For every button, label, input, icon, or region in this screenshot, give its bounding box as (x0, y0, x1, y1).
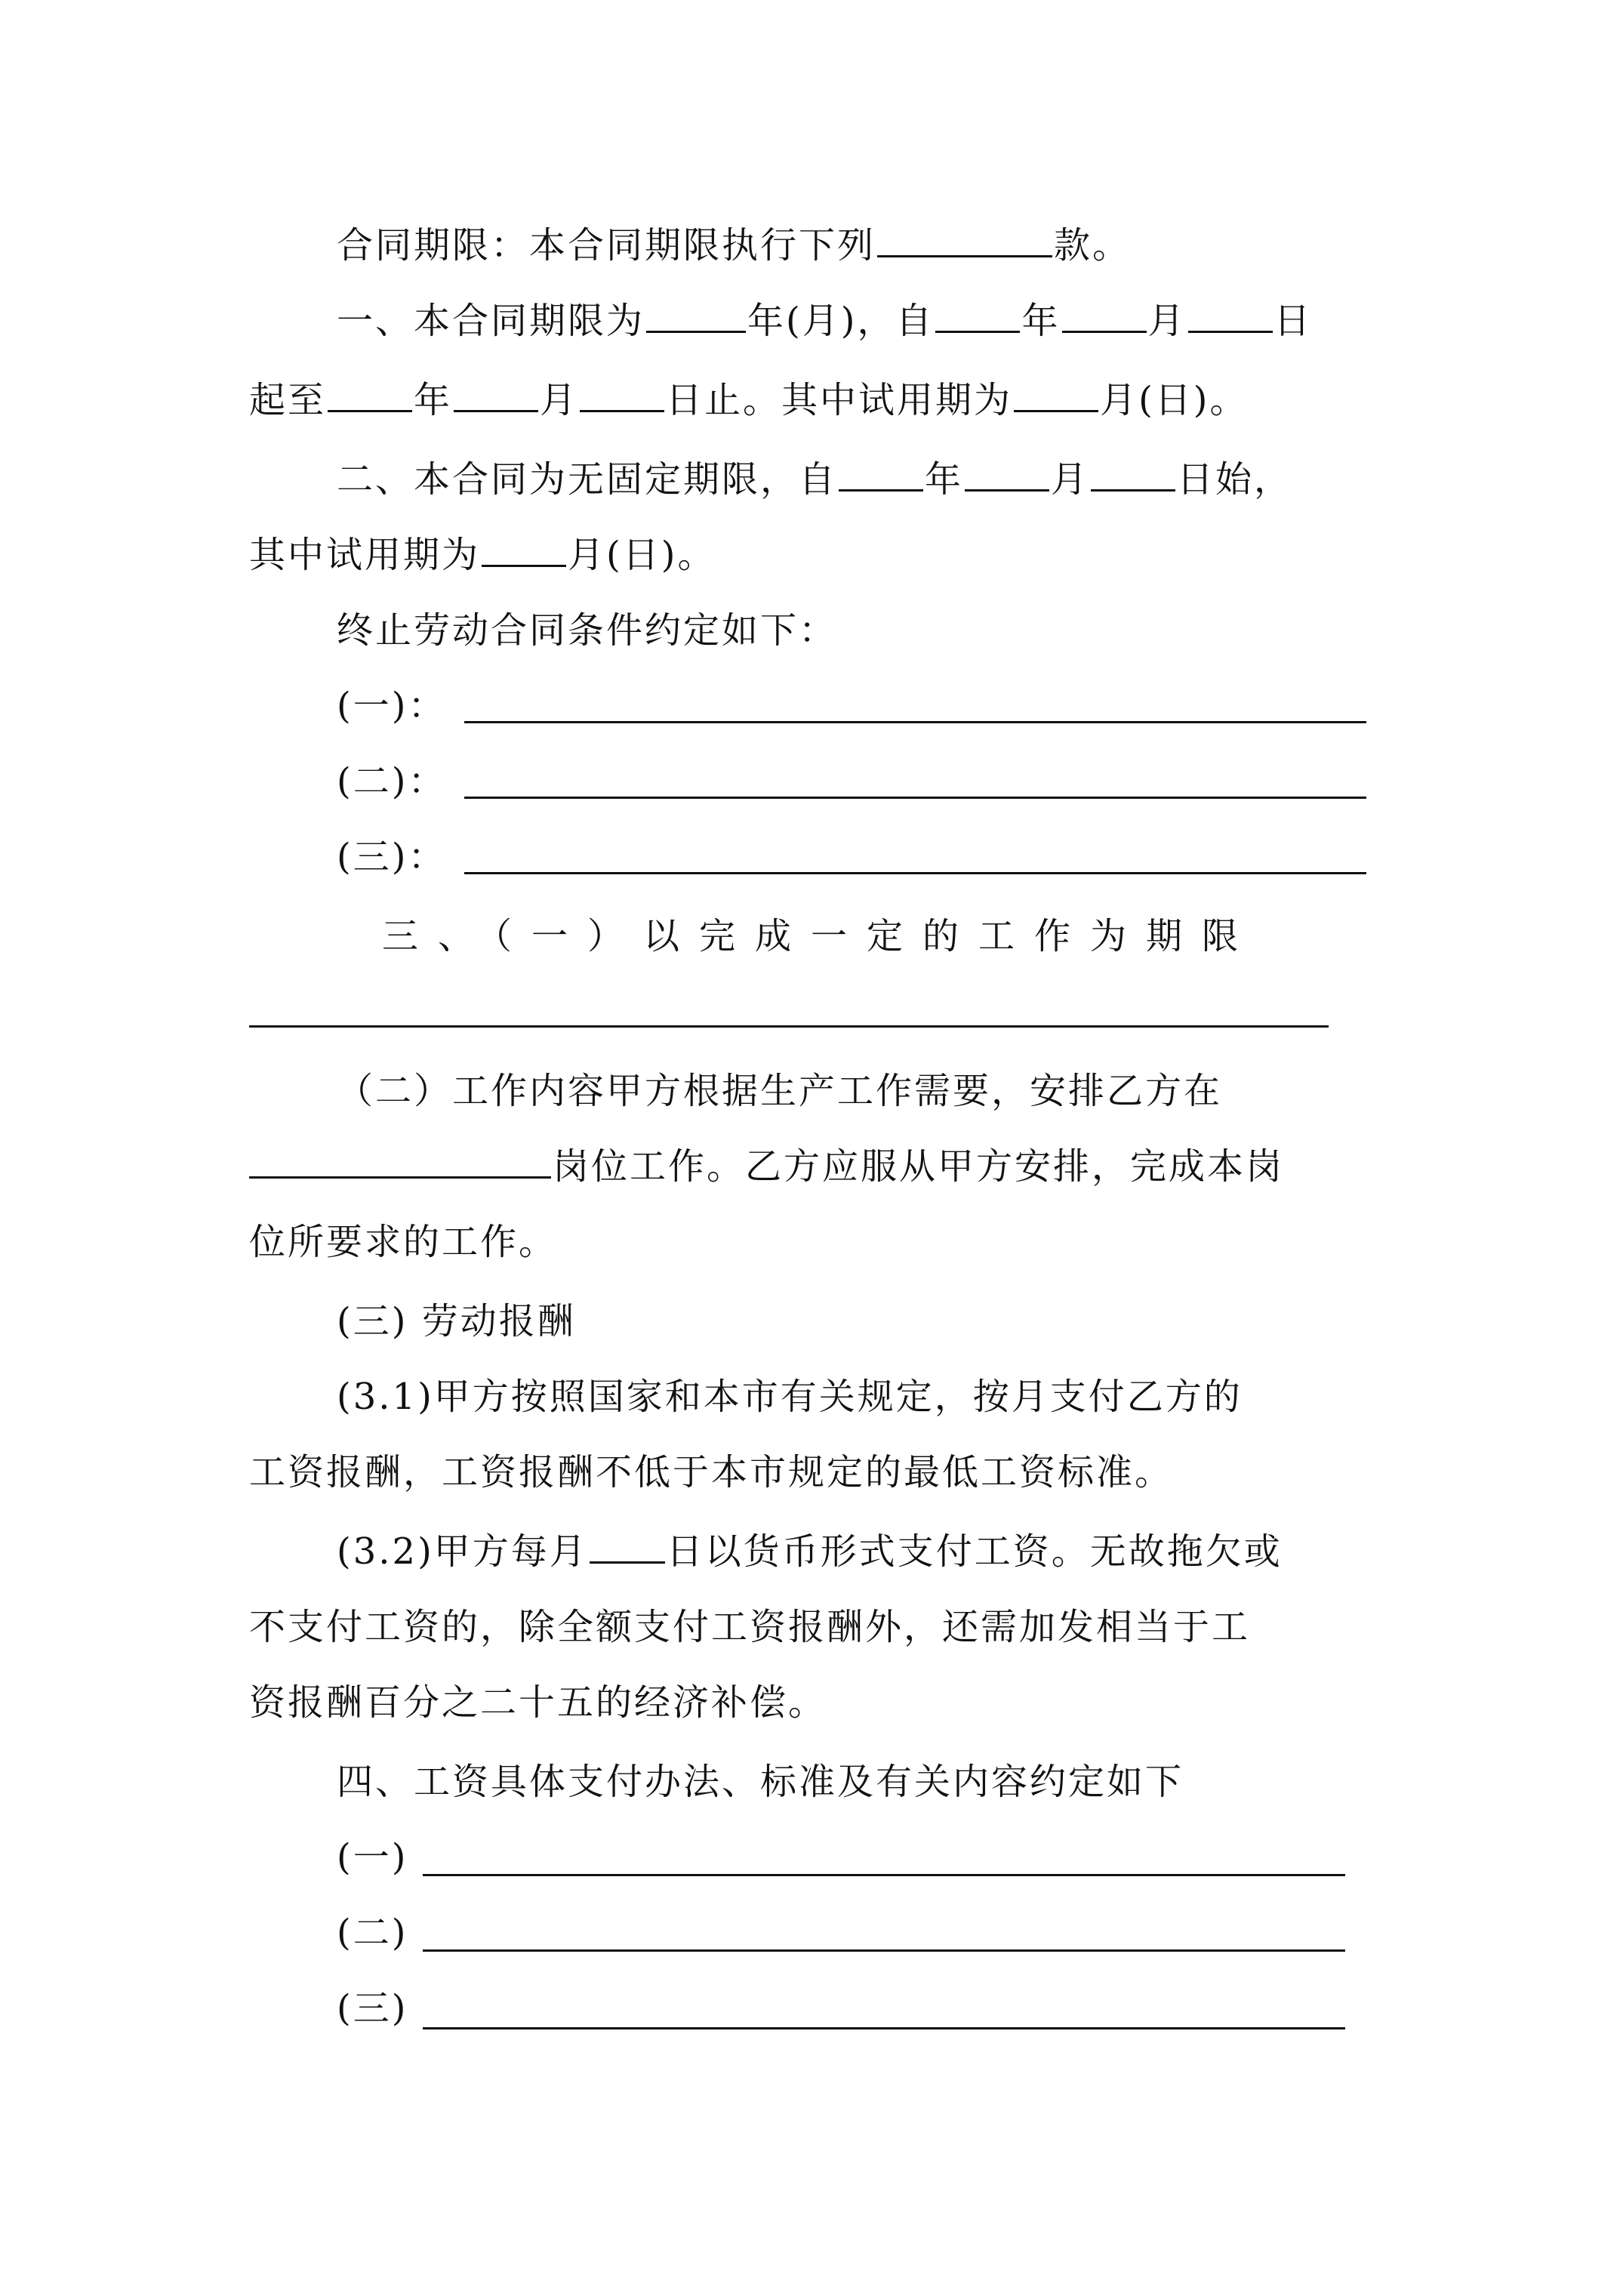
text: 月 (1051, 458, 1090, 501)
clause-2-line (337, 457, 1292, 502)
termination-item-3 (337, 834, 446, 880)
text: 四、工资具体支付办法、标准及有关内容约定如下 (337, 1761, 1184, 1803)
blank-field[interactable] (1014, 380, 1098, 412)
clause-3-2-continued-line (249, 1604, 1250, 1650)
text: 不支付工资的，除全额支付工资报酬外，还需加发相当于工 (249, 1606, 1251, 1648)
text: 一、本合同期限为 (337, 300, 645, 342)
text: 款。 (1054, 224, 1132, 267)
payment-item-3 (337, 1986, 408, 2031)
work-content-end-line (249, 1219, 557, 1265)
clause-1-line (337, 298, 1313, 344)
text: 位所要求的工作。 (249, 1221, 558, 1263)
blank-field[interactable] (1091, 459, 1175, 492)
termination-item-1 (337, 683, 446, 729)
remuneration-heading (337, 1299, 576, 1344)
blank-field[interactable] (1188, 300, 1273, 333)
termination-heading (337, 608, 837, 653)
blank-field[interactable] (1062, 300, 1147, 333)
blank-field[interactable] (965, 459, 1049, 492)
text: (三)： (337, 836, 447, 878)
clause-2-continued-line (249, 532, 716, 578)
payment-item-1-blank[interactable] (423, 1874, 1345, 1876)
text: 日始， (1177, 458, 1293, 501)
text: （二）工作内容甲方根据生产工作需要，安排乙方在 (337, 1070, 1223, 1112)
blank-field[interactable] (249, 1146, 551, 1179)
clause-3-2-line (337, 1529, 1283, 1574)
text: 终止劳动合同条件约定如下： (337, 609, 838, 652)
text: 资报酬百分之二十五的经济补偿。 (249, 1681, 827, 1724)
text: 日以货币形式支付工资。无故拖欠或 (666, 1530, 1283, 1573)
text: 合同期限：本合同期限执行下列 (337, 224, 876, 267)
termination-item-1-blank[interactable] (464, 721, 1366, 723)
clause-4-heading (337, 1759, 1184, 1804)
text: 日 (1273, 300, 1313, 342)
clause-3-heading (382, 914, 1258, 959)
payment-item-1 (337, 1835, 408, 1880)
blank-field[interactable] (935, 300, 1020, 333)
blank-field[interactable] (454, 380, 538, 412)
payment-item-3-blank[interactable] (423, 2027, 1345, 2029)
text: 岗位工作。乙方应服从甲方安排，完成本岗 (553, 1145, 1285, 1188)
termination-item-2 (337, 759, 446, 804)
text: 年 (414, 379, 453, 421)
text: 三、（一）以完成一定的工作为期限 (382, 915, 1258, 957)
text: 起至 (249, 379, 327, 421)
text: (二) (337, 1912, 408, 1954)
text: 其中试用期为 (249, 534, 481, 576)
text: 月 (1147, 300, 1187, 342)
text: (三) 劳动报酬 (337, 1300, 576, 1342)
work-content-continued-line (249, 1144, 1284, 1189)
work-content-line (337, 1068, 1222, 1114)
text: (一)： (337, 685, 447, 727)
contract-term-line (337, 223, 1131, 268)
payment-item-2 (337, 1910, 408, 1955)
text: (二)： (337, 760, 447, 803)
termination-item-3-blank[interactable] (464, 872, 1366, 874)
blank-field[interactable] (590, 1531, 665, 1564)
blank-field[interactable] (646, 300, 746, 333)
blank-field[interactable] (482, 535, 566, 567)
clause-3-1-continued-line (249, 1450, 1173, 1495)
text: (3.1)甲方按照国家和本市有关规定，按月支付乙方的 (337, 1376, 1243, 1418)
blank-field[interactable] (839, 459, 923, 492)
text: 年 (925, 458, 964, 501)
payment-item-2-blank[interactable] (423, 1949, 1345, 1952)
text: 二、本合同为无固定期限，自 (337, 458, 838, 501)
text: 日止。其中试用期为 (666, 379, 1013, 421)
clause-1-continued-line (249, 378, 1249, 423)
clause-3-2-end-line (249, 1680, 827, 1725)
text: 月(日)。 (1100, 379, 1249, 421)
blank-field[interactable] (877, 225, 1052, 257)
termination-item-2-blank[interactable] (464, 797, 1366, 799)
text: 月(日)。 (568, 534, 716, 576)
text: (3.2)甲方每月 (337, 1530, 588, 1573)
text: 年 (1021, 300, 1061, 342)
blank-field[interactable] (580, 380, 664, 412)
text: 年(月)，自 (747, 300, 935, 342)
blank-field[interactable] (328, 380, 412, 412)
clause-3-1-line (337, 1374, 1243, 1419)
text: (一) (337, 1836, 408, 1878)
text: 月 (540, 379, 579, 421)
text: 工资报酬，工资报酬不低于本市规定的最低工资标准。 (249, 1451, 1174, 1493)
clause-3-blank[interactable] (249, 1025, 1329, 1028)
text: (三) (337, 1987, 408, 2029)
